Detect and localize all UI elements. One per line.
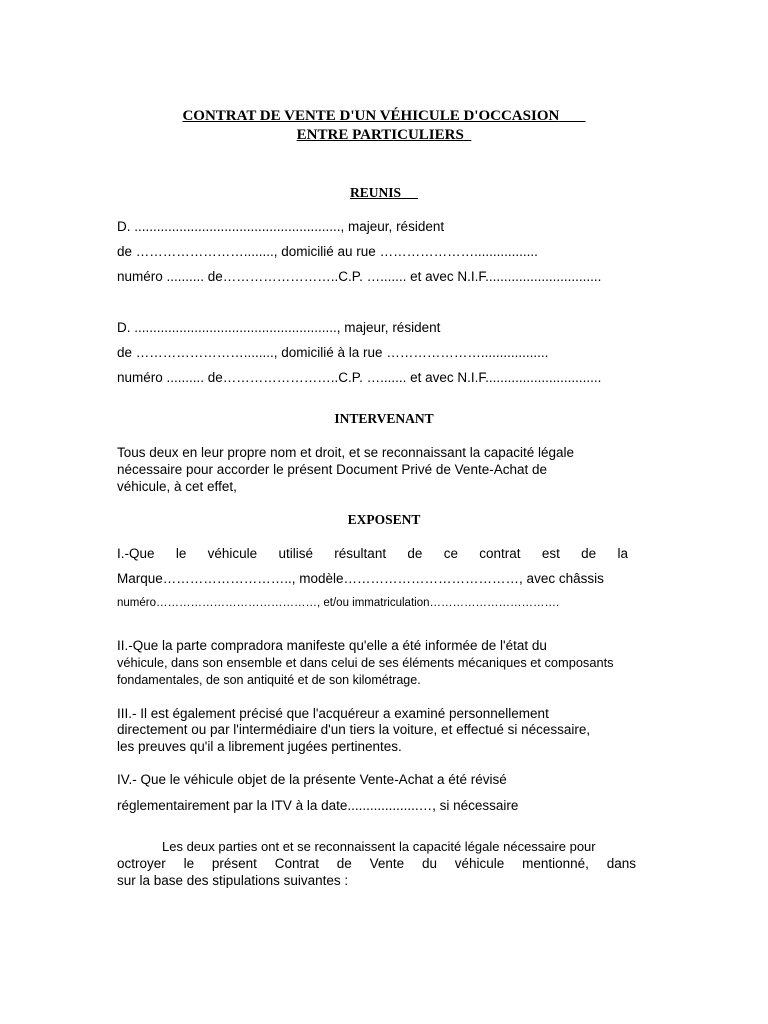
exposent-item2-line1: II.-Que la parte compradora manifeste qu'elle a été informée de l'état du — [117, 638, 547, 653]
exposent-item4-line2: réglementairement par la ITV à la date...................…, si nécessaire — [117, 798, 519, 813]
party2-line2: de ……………………........, domicilié à la rue ………………….................. — [117, 345, 549, 360]
intervenant-line-3: véhicule, à cet effet, — [117, 479, 237, 494]
party1-line1: D. ......................................................., majeur, résident — [117, 219, 445, 234]
exposent-item1-line2: Marque……………………….., modèle…………………………………, avec châssis — [117, 571, 604, 586]
exposent-item3-line2: directement ou par l'intermédiaire d'un tiers la voiture, et effectué si nécessaire, — [117, 722, 591, 737]
closing-line-3: sur la base des stipulations suivantes : — [117, 873, 349, 888]
exposent-item3-line3: les preuves qu'il a librement jugées pertinentes. — [117, 739, 402, 754]
exposent-item4-line1: IV.- Que le véhicule objet de la présente Vente-Achat a été révisé — [117, 772, 507, 787]
exposent-item3-line1: III.- Il est également précisé que l'acquéreur a examiné personnellement — [117, 706, 549, 721]
exposent-item1-line1: I.-Que le véhicule utilisé résultant de ce contrat est de la — [117, 546, 628, 561]
exposent-item1-line3: numéro……………………………………, et/ou immatriculation……………………………. — [117, 597, 560, 609]
section-heading-exposent: EXPOSENT — [347, 512, 421, 527]
intervenant-line-1: Tous deux en leur propre nom et droit, et se reconnaissant la capacité légale — [117, 445, 575, 460]
closing-line-1: Les deux parties ont et se reconnaissent la capacité légale nécessaire pour — [162, 839, 596, 854]
closing-line-2: octroyer le présent Contrat de Vente du véhicule mentionné, dans — [117, 856, 636, 871]
intervenant-line-2: nécessaire pour accorder le présent Document Privé de Vente-Achat de — [117, 462, 547, 477]
section-heading-reunis: REUNIS — [350, 185, 402, 200]
party2-line3: numéro .......... de……………………..C.P. …....... et avec N.I.F............................... — [117, 370, 602, 385]
section-heading-intervenant: INTERVENANT — [334, 411, 434, 426]
exposent-item2-line2: véhicule, dans son ensemble et dans celui de ses éléments mécaniques et composants — [117, 655, 614, 670]
document-title-line-1: CONTRAT DE VENTE D'UN VÉHICULE D'OCCASION — [182, 108, 560, 124]
party1-line3: numéro .......... de……………………..C.P. …....... et avec N.I.F............................... — [117, 269, 602, 284]
exposent-item2-line3: fondamentales, de son antiquité et de son kilométrage. — [117, 673, 421, 687]
party1-line2: de ……………………........, domicilié au rue …………………................. — [117, 244, 538, 259]
document-title-line-2: ENTRE PARTICULIERS — [296, 127, 464, 143]
party2-line1: D. ......................................................, majeur, résident — [117, 320, 441, 335]
